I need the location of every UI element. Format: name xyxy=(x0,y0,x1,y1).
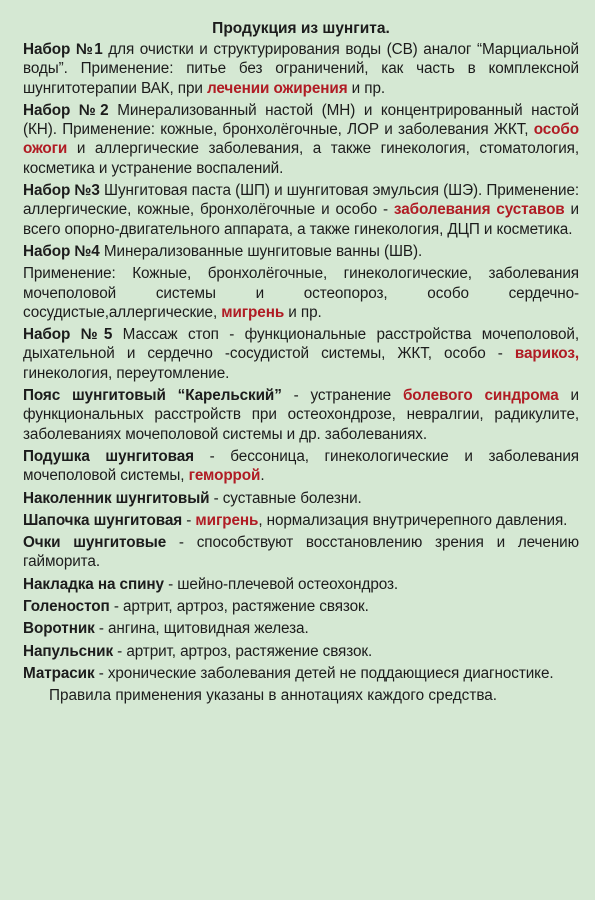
highlighted-condition: болевого синдрома xyxy=(402,387,559,405)
product-name: Очки шунгитовые xyxy=(23,534,167,552)
description-text: и аллергические заболевания, а также гинекология, стоматология, косметика и устранение воспалений. xyxy=(23,140,579,177)
product-entry xyxy=(23,597,579,616)
description-text: - xyxy=(182,511,196,529)
description-text: и функциональных расстройств при остеохондрозе, невралгии, радикулите, заболеваниях мочеполовой системы и др. заболеваниях. xyxy=(23,387,579,443)
product-name: Набор №4 xyxy=(23,242,100,260)
description-text: Применение: Кожные, бронхолёгочные, гинекологические, заболевания мочеполовой системы и остеопороз, особо сердечно-сосудистые,аллергические, xyxy=(23,265,579,321)
description-text: - суставные болезни. xyxy=(209,489,362,507)
product-entry xyxy=(23,101,579,178)
description-text: Шунгитовая паста (ШП) и шунгитовая эмульсия (ШЭ). Применение: аллергические, кожные, бронхолёгочные и особо - xyxy=(23,182,580,219)
product-name: Набор №2 xyxy=(23,101,109,119)
product-name: Напульсник xyxy=(23,642,114,660)
product-list xyxy=(23,40,579,683)
description-text: Минерализованный настой (МН) и концентрированный настой (КН). Применение: кожные, бронхолёгочные, ЛОР и заболевания ЖКТ, xyxy=(23,101,580,139)
description-text: Массаж стоп - функциональные расстройства мочеполовой, дыхательной и сердечно -сосудистой системы, ЖКТ, особо - xyxy=(23,326,579,363)
description-text: и всего опорно-двигательного аппарата, а также гинекология, ДЦП и косметика. xyxy=(23,201,579,238)
description-text: - артрит, артроз, растяжение связок. xyxy=(113,642,373,660)
product-entry xyxy=(23,386,579,444)
page-title: Продукция из шунгита. xyxy=(212,20,390,37)
description-text: - ангина, щитовидная железа. xyxy=(94,620,309,638)
product-name: Подушка шунгитовая xyxy=(23,447,194,465)
description-text: - шейно-плечевой остеохондроз. xyxy=(163,575,399,593)
product-name: Набор №1 xyxy=(23,41,103,58)
highlighted-condition: лечении ожирения xyxy=(206,79,348,97)
description-text: , нормализация внутричерепного давления. xyxy=(258,511,568,529)
product-entry xyxy=(23,619,579,638)
description-text: - артрит, артроз, растяжение связок. xyxy=(109,598,369,616)
description-text: - бессоница, гинекологические и заболевания мочеполовой системы, xyxy=(23,447,579,485)
product-name: Набор №5 xyxy=(23,326,113,344)
description-text: . xyxy=(260,467,265,485)
product-entry xyxy=(23,511,579,530)
product-name: Воротник xyxy=(23,620,95,638)
description-text: - способствуют восстановлению зрения и лечению гайморита. xyxy=(23,534,579,571)
description-text: - устранение xyxy=(281,387,403,405)
product-name: Голеностоп xyxy=(23,598,110,616)
product-entry xyxy=(23,642,579,661)
product-name: Наколенник шунгитовый xyxy=(23,489,210,507)
product-entry xyxy=(23,489,579,508)
product-name: Накладка на спину xyxy=(23,575,164,593)
product-entry xyxy=(23,447,579,486)
product-entry xyxy=(23,533,579,572)
description-text: гинекология, переутомление. xyxy=(23,364,230,382)
highlighted-condition: мигрень xyxy=(221,303,285,321)
product-entry xyxy=(23,264,579,322)
description-text: - хронические заболевания детей не поддающиеся диагностике. xyxy=(94,664,554,682)
description-text: и пр. xyxy=(284,303,322,321)
description-text: для очистки и структурирования воды (СВ) аналог “Марциальной воды”. Применение: питье без ограничений, как часть в комплексной шунгитотерапии ВАК, при xyxy=(23,41,580,97)
product-entry xyxy=(23,40,579,98)
highlighted-condition: варикоз, xyxy=(514,345,579,363)
footer-note: Правила применения указаны в аннотациях каждого средства. xyxy=(49,687,498,705)
product-name: Шапочка шунгитовая xyxy=(23,511,183,529)
description-text: и пр. xyxy=(347,79,386,97)
highlighted-condition: особо ожоги xyxy=(23,121,579,158)
product-name: Матрасик xyxy=(23,664,95,682)
product-name: Набор №3 xyxy=(23,182,100,200)
product-entry xyxy=(23,242,579,261)
product-entry xyxy=(23,575,579,594)
product-entry xyxy=(23,325,579,383)
highlighted-condition: геморрой xyxy=(188,467,261,485)
product-entry xyxy=(23,664,579,683)
description-text: Минерализованные шунгитовые ванны (ШВ). xyxy=(99,242,423,260)
highlighted-condition: заболевания суставов xyxy=(393,201,565,219)
highlighted-condition: мигрень xyxy=(195,511,259,529)
product-entry xyxy=(23,181,579,239)
product-name: Пояс шунгитовый “Карельский” xyxy=(23,387,282,405)
